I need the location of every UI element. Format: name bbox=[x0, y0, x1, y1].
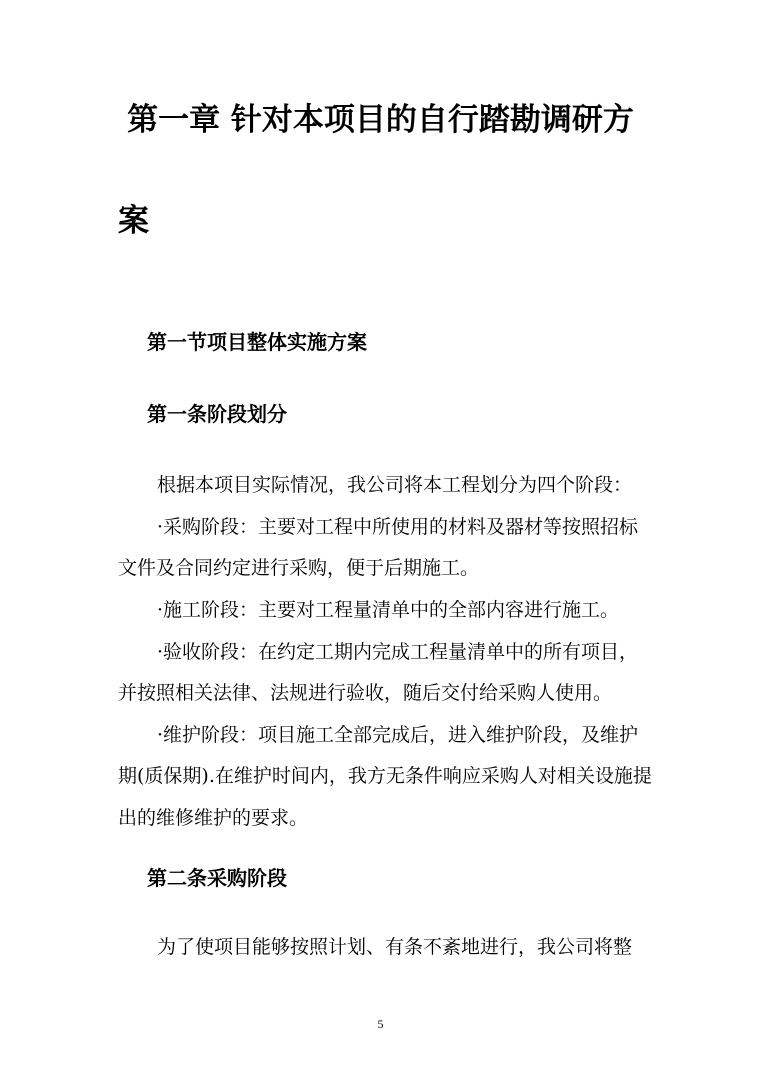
maintenance-stage-line-2: 期(质保期).在维护时间内，我方无条件响应采购人对相关设施提 bbox=[118, 765, 652, 787]
construction-stage-line-1: ·施工阶段：主要对工程量清单中的全部内容进行施工。 bbox=[157, 599, 620, 621]
page-number: 5 bbox=[377, 1017, 384, 1031]
chapter-title-line-2: 案 bbox=[118, 203, 149, 239]
article-2-heading: 第二条采购阶段 bbox=[147, 866, 287, 890]
article-1-intro: 根据本项目实际情况，我公司将本工程划分为四个阶段： bbox=[157, 474, 633, 496]
acceptance-stage-line-2: 并按照相关法律、法规进行验收，随后交付给采购人使用。 bbox=[118, 682, 613, 704]
article-1-heading: 第一条阶段划分 bbox=[147, 402, 287, 426]
article-2-paragraph-line-1: 为了使项目能够按照计划、有条不紊地进行，我公司将整 bbox=[157, 936, 633, 958]
procurement-stage-line-2: 文件及合同约定进行采购，便于后期施工。 bbox=[118, 557, 480, 579]
maintenance-stage-line-3: 出的维修维护的要求。 bbox=[118, 807, 309, 829]
section-heading: 第一节项目整体实施方案 bbox=[147, 330, 367, 354]
procurement-stage-line-1: ·采购阶段：主要对工程中所使用的材料及器材等按照招标 bbox=[157, 516, 639, 538]
chapter-title-line-1: 第一章 针对本项目的自行踏勘调研方 bbox=[127, 102, 634, 138]
maintenance-stage-line-1: ·维护阶段：项目施工全部完成后，进入维护阶段，及维护 bbox=[157, 724, 639, 746]
acceptance-stage-line-1: ·验收阶段：在约定工期内完成工程量清单中的所有项目， bbox=[157, 641, 639, 663]
